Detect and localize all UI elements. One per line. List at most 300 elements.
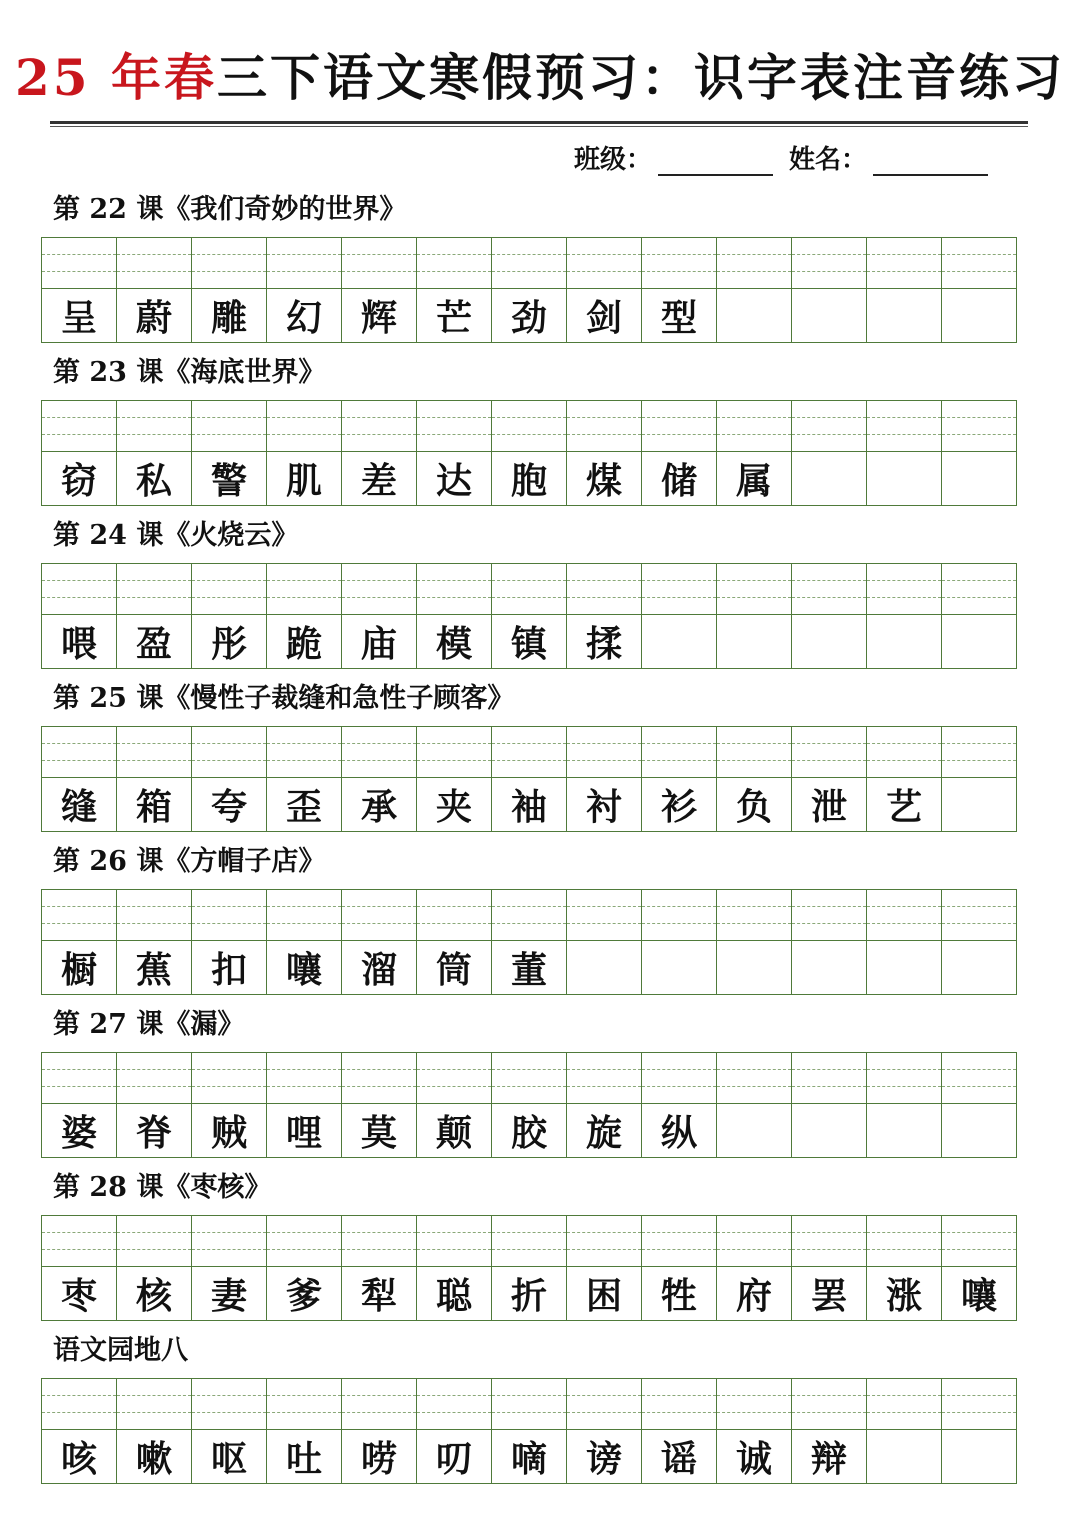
practice-cell [492, 727, 567, 831]
pinyin-lines[interactable] [942, 1379, 1016, 1430]
hanzi-char: 跪 [285, 623, 322, 665]
pinyin-lines[interactable] [42, 890, 116, 941]
practice-cell [792, 727, 867, 831]
practice-cell [792, 1053, 867, 1157]
practice-cell [792, 564, 867, 668]
practice-cell [267, 727, 342, 831]
pinyin-lines[interactable] [867, 564, 941, 615]
pinyin-lines[interactable] [192, 890, 266, 941]
pinyin-lines[interactable] [642, 238, 716, 289]
practice-cell [792, 1216, 867, 1320]
hanzi-char [642, 941, 716, 994]
hanzi-char: 橱 [60, 949, 97, 991]
pinyin-lines[interactable] [792, 1379, 866, 1430]
pinyin-lines[interactable] [42, 1216, 116, 1267]
pinyin-lines[interactable] [492, 1379, 566, 1430]
hanzi-char: 承 [360, 786, 397, 828]
pinyin-lines[interactable] [942, 401, 1016, 452]
pinyin-lines[interactable] [717, 401, 791, 452]
hanzi-char: 嚷 [960, 1275, 997, 1317]
pinyin-lines[interactable] [642, 1053, 716, 1104]
pinyin-lines[interactable] [42, 727, 116, 778]
practice-cell [867, 238, 942, 342]
practice-cell [42, 890, 117, 994]
practice-cell [942, 727, 1016, 831]
practice-cell [567, 727, 642, 831]
practice-cell [642, 238, 717, 342]
practice-cell [792, 238, 867, 342]
practice-cell [42, 564, 117, 668]
practice-cell [267, 401, 342, 505]
hanzi-char: 董 [510, 949, 547, 991]
hanzi-char: 芒 [435, 297, 472, 339]
hanzi-char: 劲 [510, 297, 547, 339]
tianzi-grid [41, 237, 1017, 343]
practice-cell [192, 1379, 267, 1483]
hanzi-char: 嘀 [510, 1438, 547, 1480]
practice-cell [192, 890, 267, 994]
hanzi-char: 辩 [810, 1438, 847, 1480]
hanzi-char: 袖 [510, 786, 547, 828]
hanzi-char: 旋 [585, 1112, 622, 1154]
pinyin-lines[interactable] [342, 727, 416, 778]
pinyin-lines[interactable] [267, 1216, 341, 1267]
practice-cell [117, 1053, 192, 1157]
hanzi-char [867, 615, 941, 668]
hanzi-char: 负 [735, 786, 772, 828]
lesson-title: 第 26 课《方帽子店》 [53, 846, 326, 877]
pinyin-lines[interactable] [192, 1216, 266, 1267]
hanzi-char: 警 [210, 460, 247, 502]
pinyin-lines[interactable] [567, 564, 641, 615]
hanzi-char: 核 [135, 1275, 172, 1317]
hanzi-char: 胶 [510, 1112, 547, 1154]
practice-cell [642, 1053, 717, 1157]
practice-cell [417, 564, 492, 668]
hanzi-char: 婆 [60, 1112, 97, 1154]
pinyin-lines[interactable] [717, 238, 791, 289]
pinyin-lines[interactable] [567, 1216, 641, 1267]
hanzi-char: 贼 [210, 1112, 247, 1154]
pinyin-lines[interactable] [717, 1053, 791, 1104]
hanzi-char: 衫 [660, 786, 697, 828]
pinyin-lines[interactable] [867, 1053, 941, 1104]
pinyin-lines[interactable] [942, 564, 1016, 615]
practice-cell [267, 890, 342, 994]
practice-cell [492, 1379, 567, 1483]
hanzi-char: 私 [135, 460, 172, 502]
practice-cell [717, 1379, 792, 1483]
practice-cell [492, 564, 567, 668]
lesson-title: 语文园地八 [53, 1335, 188, 1366]
hanzi-char: 箱 [135, 786, 172, 828]
pinyin-lines[interactable] [642, 890, 716, 941]
practice-cell [417, 401, 492, 505]
pinyin-lines[interactable] [567, 238, 641, 289]
hanzi-char: 纵 [660, 1112, 697, 1154]
lesson-title: 第 28 课《枣核》 [53, 1172, 272, 1203]
hanzi-char [867, 941, 941, 994]
practice-cell [717, 1053, 792, 1157]
practice-cell [492, 1216, 567, 1320]
practice-cell [417, 238, 492, 342]
pinyin-lines[interactable] [342, 401, 416, 452]
pinyin-lines[interactable] [417, 727, 491, 778]
tianzi-grid [41, 889, 1017, 995]
pinyin-lines[interactable] [117, 238, 191, 289]
pinyin-lines[interactable] [867, 727, 941, 778]
lesson-section [41, 516, 1017, 671]
practice-cell [942, 1216, 1016, 1320]
practice-cell [942, 890, 1016, 994]
pinyin-lines[interactable] [342, 1216, 416, 1267]
pinyin-lines[interactable] [417, 238, 491, 289]
lesson-section [41, 1331, 1017, 1486]
hanzi-char [792, 615, 866, 668]
pinyin-lines[interactable] [642, 727, 716, 778]
pinyin-lines[interactable] [717, 1216, 791, 1267]
lesson-section [41, 842, 1017, 997]
pinyin-lines[interactable] [42, 401, 116, 452]
hanzi-char: 呕 [210, 1438, 247, 1480]
hanzi-char [867, 1430, 941, 1483]
pinyin-lines[interactable] [42, 564, 116, 615]
pinyin-lines[interactable] [642, 401, 716, 452]
practice-cell [717, 890, 792, 994]
practice-cell [192, 238, 267, 342]
hanzi-char [792, 941, 866, 994]
hanzi-char: 咳 [60, 1438, 97, 1480]
pinyin-lines[interactable] [267, 1053, 341, 1104]
pinyin-lines[interactable] [192, 564, 266, 615]
practice-cell [417, 1053, 492, 1157]
pinyin-lines[interactable] [567, 890, 641, 941]
practice-cell [417, 1379, 492, 1483]
tianzi-grid [41, 563, 1017, 669]
practice-cell [642, 1216, 717, 1320]
pinyin-lines[interactable] [342, 890, 416, 941]
hanzi-char [867, 1104, 941, 1157]
hanzi-char [942, 289, 1016, 342]
pinyin-lines[interactable] [792, 1216, 866, 1267]
page-title [0, 48, 1080, 108]
lesson-section [41, 1168, 1017, 1323]
practice-cell [267, 1379, 342, 1483]
hanzi-char [942, 452, 1016, 505]
hanzi-char [717, 615, 791, 668]
tianzi-grid [41, 1052, 1017, 1158]
practice-cell [642, 1379, 717, 1483]
pinyin-lines[interactable] [267, 401, 341, 452]
pinyin-lines[interactable] [867, 1216, 941, 1267]
class-label: 班级： [574, 145, 653, 175]
practice-cell [117, 401, 192, 505]
hanzi-char: 夸 [210, 786, 247, 828]
practice-cell [42, 1379, 117, 1483]
pinyin-lines[interactable] [192, 1379, 266, 1430]
practice-cell [192, 401, 267, 505]
practice-cell [117, 1379, 192, 1483]
hanzi-char: 缝 [60, 786, 97, 828]
practice-cell [267, 564, 342, 668]
pinyin-lines[interactable] [117, 727, 191, 778]
pinyin-lines[interactable] [117, 890, 191, 941]
practice-cell [567, 1216, 642, 1320]
pinyin-lines[interactable] [642, 1216, 716, 1267]
hanzi-char: 夹 [435, 786, 472, 828]
lesson-title: 第 24 课《火烧云》 [53, 520, 299, 551]
pinyin-lines[interactable] [942, 727, 1016, 778]
pinyin-lines[interactable] [792, 727, 866, 778]
pinyin-lines[interactable] [567, 1379, 641, 1430]
practice-cell [342, 401, 417, 505]
pinyin-lines[interactable] [342, 564, 416, 615]
pinyin-lines[interactable] [342, 1379, 416, 1430]
hanzi-char: 脊 [135, 1112, 172, 1154]
hanzi-char [867, 289, 941, 342]
lesson-title: 第 23 课《海底世界》 [53, 357, 326, 388]
hanzi-char: 谣 [660, 1438, 697, 1480]
lesson-section [41, 190, 1017, 345]
hanzi-char: 妻 [210, 1275, 247, 1317]
practice-cell [267, 238, 342, 342]
hanzi-char: 镇 [510, 623, 547, 665]
tianzi-grid [41, 726, 1017, 832]
hanzi-char: 肌 [285, 460, 322, 502]
pinyin-lines[interactable] [267, 727, 341, 778]
pinyin-lines[interactable] [417, 564, 491, 615]
pinyin-lines[interactable] [117, 1379, 191, 1430]
hanzi-char: 唠 [360, 1438, 397, 1480]
pinyin-lines[interactable] [717, 890, 791, 941]
hanzi-char [942, 615, 1016, 668]
hanzi-char: 吐 [285, 1438, 322, 1480]
hanzi-char: 歪 [285, 786, 322, 828]
tianzi-grid [41, 1215, 1017, 1321]
pinyin-lines[interactable] [342, 1053, 416, 1104]
pinyin-lines[interactable] [267, 238, 341, 289]
hanzi-char: 差 [360, 460, 397, 502]
lesson-section [41, 679, 1017, 834]
pinyin-lines[interactable] [492, 1053, 566, 1104]
pinyin-lines[interactable] [42, 1379, 116, 1430]
pinyin-lines[interactable] [42, 238, 116, 289]
pinyin-lines[interactable] [792, 401, 866, 452]
practice-cell [567, 564, 642, 668]
hanzi-char [942, 778, 1016, 831]
practice-cell [417, 727, 492, 831]
hanzi-char: 困 [585, 1275, 622, 1317]
hanzi-char [942, 1104, 1016, 1157]
hanzi-char [942, 1430, 1016, 1483]
practice-cell [192, 1053, 267, 1157]
pinyin-lines[interactable] [192, 1053, 266, 1104]
practice-cell [567, 238, 642, 342]
practice-cell [717, 727, 792, 831]
hanzi-char [717, 1104, 791, 1157]
practice-cell [642, 564, 717, 668]
pinyin-lines[interactable] [642, 564, 716, 615]
pinyin-lines[interactable] [417, 1379, 491, 1430]
practice-cell [492, 1053, 567, 1157]
hanzi-char: 折 [510, 1275, 547, 1317]
practice-cell [867, 1216, 942, 1320]
pinyin-lines[interactable] [117, 1216, 191, 1267]
practice-cell [342, 1379, 417, 1483]
pinyin-lines[interactable] [42, 1053, 116, 1104]
practice-cell [417, 890, 492, 994]
hanzi-char: 犁 [360, 1275, 397, 1317]
title-year: 25 年春 [15, 48, 217, 107]
pinyin-lines[interactable] [642, 1379, 716, 1430]
pinyin-lines[interactable] [492, 401, 566, 452]
practice-cell [342, 1053, 417, 1157]
hanzi-char [792, 289, 866, 342]
pinyin-lines[interactable] [417, 1053, 491, 1104]
title-main: 三下语文寒假预习：识字表注音练习 [217, 48, 1065, 107]
practice-cell [867, 1053, 942, 1157]
hanzi-char: 筒 [435, 949, 472, 991]
practice-cell [942, 401, 1016, 505]
hanzi-char: 盈 [135, 623, 172, 665]
pinyin-lines[interactable] [942, 238, 1016, 289]
hanzi-char [717, 941, 791, 994]
pinyin-lines[interactable] [792, 238, 866, 289]
pinyin-lines[interactable] [117, 564, 191, 615]
pinyin-lines[interactable] [567, 1053, 641, 1104]
practice-cell [567, 1379, 642, 1483]
pinyin-lines[interactable] [492, 238, 566, 289]
pinyin-lines[interactable] [192, 727, 266, 778]
pinyin-lines[interactable] [117, 401, 191, 452]
practice-cell [567, 1053, 642, 1157]
pinyin-lines[interactable] [417, 1216, 491, 1267]
hanzi-char: 哩 [285, 1112, 322, 1154]
hanzi-char [792, 1104, 866, 1157]
hanzi-char: 彤 [210, 623, 247, 665]
hanzi-char: 属 [735, 460, 772, 502]
pinyin-lines[interactable] [267, 890, 341, 941]
practice-cell [42, 238, 117, 342]
pinyin-lines[interactable] [942, 1053, 1016, 1104]
practice-cell [942, 1053, 1016, 1157]
pinyin-lines[interactable] [417, 890, 491, 941]
tianzi-grid [41, 400, 1017, 506]
pinyin-lines[interactable] [267, 1379, 341, 1430]
hanzi-char [642, 615, 716, 668]
hanzi-char: 储 [660, 460, 697, 502]
practice-cell [117, 564, 192, 668]
hanzi-char: 蔚 [135, 297, 172, 339]
practice-cell [642, 401, 717, 505]
practice-cell [492, 401, 567, 505]
practice-cell [42, 1053, 117, 1157]
pinyin-lines[interactable] [792, 1053, 866, 1104]
pinyin-lines[interactable] [192, 238, 266, 289]
pinyin-lines[interactable] [867, 890, 941, 941]
hanzi-char [942, 941, 1016, 994]
practice-cell [192, 1216, 267, 1320]
hanzi-char: 嗽 [135, 1438, 172, 1480]
pinyin-lines[interactable] [492, 1216, 566, 1267]
class-blank[interactable] [658, 144, 773, 176]
pinyin-lines[interactable] [492, 890, 566, 941]
pinyin-lines[interactable] [942, 890, 1016, 941]
pinyin-lines[interactable] [792, 890, 866, 941]
hanzi-char: 煤 [585, 460, 622, 502]
practice-cell [642, 890, 717, 994]
pinyin-lines[interactable] [717, 564, 791, 615]
hanzi-char: 胞 [510, 460, 547, 502]
hanzi-char: 雕 [210, 297, 247, 339]
hanzi-char: 模 [435, 623, 472, 665]
hanzi-char: 型 [660, 297, 697, 339]
pinyin-lines[interactable] [192, 401, 266, 452]
pinyin-lines[interactable] [867, 238, 941, 289]
practice-cell [417, 1216, 492, 1320]
hanzi-char: 艺 [885, 786, 922, 828]
practice-cell [342, 890, 417, 994]
hanzi-char: 达 [435, 460, 472, 502]
practice-cell [867, 401, 942, 505]
hanzi-char: 揉 [585, 623, 622, 665]
practice-cell [342, 238, 417, 342]
practice-cell [792, 890, 867, 994]
pinyin-lines[interactable] [717, 1379, 791, 1430]
hanzi-char: 府 [735, 1275, 772, 1317]
hanzi-char: 衬 [585, 786, 622, 828]
pinyin-lines[interactable] [267, 564, 341, 615]
pinyin-lines[interactable] [942, 1216, 1016, 1267]
hanzi-char: 莫 [360, 1112, 397, 1154]
practice-cell [867, 564, 942, 668]
hanzi-char: 诚 [735, 1438, 772, 1480]
hanzi-char: 谤 [585, 1438, 622, 1480]
name-blank[interactable] [873, 144, 988, 176]
hanzi-char [567, 941, 641, 994]
pinyin-lines[interactable] [492, 727, 566, 778]
practice-cell [717, 238, 792, 342]
hanzi-char: 喂 [60, 623, 97, 665]
practice-cell [942, 564, 1016, 668]
pinyin-lines[interactable] [492, 564, 566, 615]
practice-cell [342, 564, 417, 668]
practice-cell [642, 727, 717, 831]
practice-cell [717, 1216, 792, 1320]
pinyin-lines[interactable] [567, 727, 641, 778]
practice-cell [567, 401, 642, 505]
practice-cell [192, 564, 267, 668]
tianzi-grid [41, 1378, 1017, 1484]
lesson-section [41, 1005, 1017, 1160]
pinyin-lines[interactable] [567, 401, 641, 452]
pinyin-lines[interactable] [417, 401, 491, 452]
practice-cell [867, 890, 942, 994]
practice-cell [867, 1379, 942, 1483]
pinyin-lines[interactable] [867, 401, 941, 452]
student-info [574, 136, 1004, 176]
pinyin-lines[interactable] [717, 727, 791, 778]
pinyin-lines[interactable] [792, 564, 866, 615]
pinyin-lines[interactable] [867, 1379, 941, 1430]
hanzi-char: 幻 [285, 297, 322, 339]
pinyin-lines[interactable] [117, 1053, 191, 1104]
title-divider [50, 121, 1028, 124]
practice-cell [342, 1216, 417, 1320]
practice-cell [792, 1379, 867, 1483]
pinyin-lines[interactable] [342, 238, 416, 289]
hanzi-char: 呈 [60, 297, 97, 339]
